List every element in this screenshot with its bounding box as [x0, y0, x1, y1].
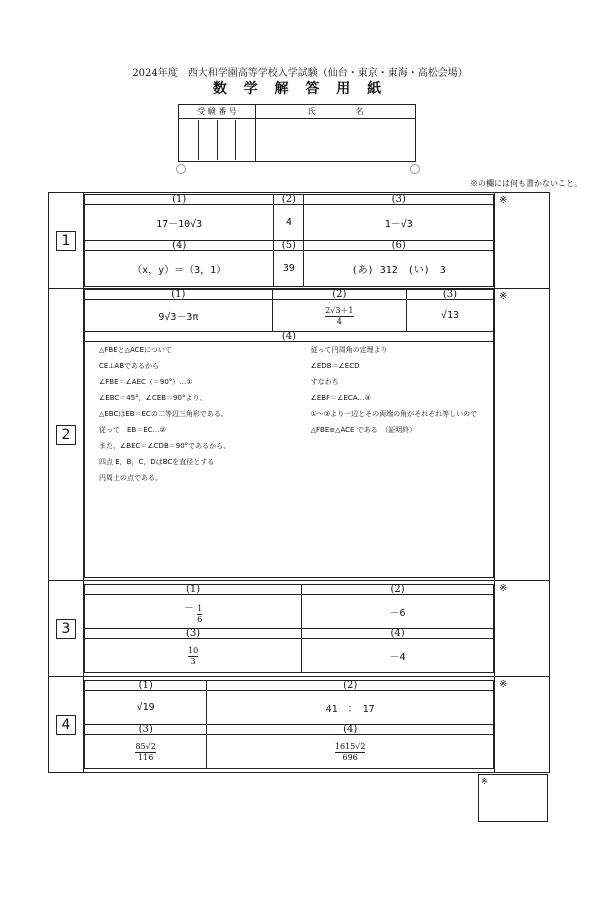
answer-1-3[interactable]: 1－√3 [304, 205, 494, 241]
label-1-2: (2) [274, 195, 304, 205]
exam-number-label: 受 験 番 号 [179, 105, 256, 119]
note-text: ※の欄には何も書かないこと。 [470, 179, 582, 188]
answer-table [48, 192, 550, 773]
label-1-5: (5) [274, 241, 304, 251]
label-4-1: (1) [85, 681, 207, 691]
label-4-3: (3) [85, 725, 207, 735]
answer-1-4[interactable]: （x，y）＝（3，1） [85, 251, 274, 287]
question-1-number: 1 [49, 193, 84, 289]
label-3-3: (3) [85, 629, 302, 639]
question-2-answers [84, 289, 495, 581]
question-1-answers [84, 193, 495, 289]
answer-3-1[interactable]: － $\frac{1}{6}$ [85, 595, 302, 629]
label-3-2: (2) [302, 585, 494, 595]
label-2-3: (3) [406, 290, 493, 300]
punch-hole-left-icon [176, 164, 186, 174]
answer-1-2[interactable]: 4 [274, 205, 304, 241]
label-1-6: (6) [304, 241, 494, 251]
label-4-4: (4) [207, 725, 494, 735]
answer-4-4[interactable]: $\frac{1615√2}{696}$ [207, 735, 494, 769]
label-1-4: (4) [85, 241, 274, 251]
answer-2-3[interactable]: √13 [406, 300, 493, 332]
answer-1-6[interactable]: (あ) 312 (い) 3 [304, 251, 494, 287]
exam-number-field[interactable] [179, 119, 256, 162]
proof-right: 従って円周角の定理より ∠EDB＝∠ECD すなわち ∠EBF＝∠ECA…③ ①〜③より一辺とその両端の角がそれぞれ等しいので △FBE≡△ACE である （証明終） [310, 346, 478, 434]
label-2-4: (4) [85, 332, 494, 342]
id-box [178, 104, 416, 162]
answer-3-4[interactable]: －4 [302, 639, 494, 673]
mark-3: ※ [495, 581, 550, 677]
question-4-answers [84, 677, 495, 773]
answer-3-2[interactable]: －6 [302, 595, 494, 629]
answer-2-2[interactable]: $\frac{2√3+1}{4}$ [272, 300, 406, 332]
answer-1-1[interactable]: 17－10√3 [85, 205, 274, 241]
answer-1-5[interactable]: 39 [274, 251, 304, 287]
sheet-title: 数 学 解 答 用 紙 [212, 81, 388, 97]
question-3-number: 3 [49, 581, 84, 677]
answer-4-1[interactable]: √19 [85, 691, 207, 725]
label-1-1: (1) [85, 195, 274, 205]
label-2-2: (2) [272, 290, 406, 300]
label-4-2: (2) [207, 681, 494, 691]
answer-3-3[interactable]: $\frac{10}{3}$ [85, 639, 302, 673]
label-1-3: (3) [304, 195, 494, 205]
question-4-number: 4 [49, 677, 84, 773]
label-2-1: (1) [85, 290, 273, 300]
punch-hole-right-icon [410, 164, 420, 174]
answer-4-3[interactable]: $\frac{85√2}{116}$ [85, 735, 207, 769]
exam-title: 2024年度 西大和学園高等学校入学試験（仙台・東京・東海・高松会場） [132, 68, 468, 79]
mark-2: ※ [495, 289, 550, 581]
question-2-number: 2 [49, 289, 84, 581]
total-score-box: ※ [478, 774, 548, 822]
label-3-4: (4) [302, 629, 494, 639]
question-3-answers [84, 581, 495, 677]
name-field[interactable] [256, 119, 416, 162]
proof-left: △FBEと△ACEについて CE⊥ABであるから ∠FBE＝∠AEC（＝90°）…① ∠EBC＝45°，∠CEB＝90°より、 △EBCはEB＝ECの二等辺三角形である。 従って EB＝EC…② また、∠BEC＝∠CDB＝90°であるから、 四点 E，B，C，DはBCを直径とする 円周上の点である。 [99, 346, 231, 482]
label-3-1: (1) [85, 585, 302, 595]
name-label: 氏 名 [256, 105, 416, 119]
answer-2-1[interactable]: 9√3－3π [85, 300, 273, 332]
answer-2-4-proof[interactable] [85, 342, 494, 578]
answer-4-2[interactable]: 41 ： 17 [207, 691, 494, 725]
mark-1: ※ [495, 193, 550, 289]
mark-4: ※ [495, 677, 550, 773]
